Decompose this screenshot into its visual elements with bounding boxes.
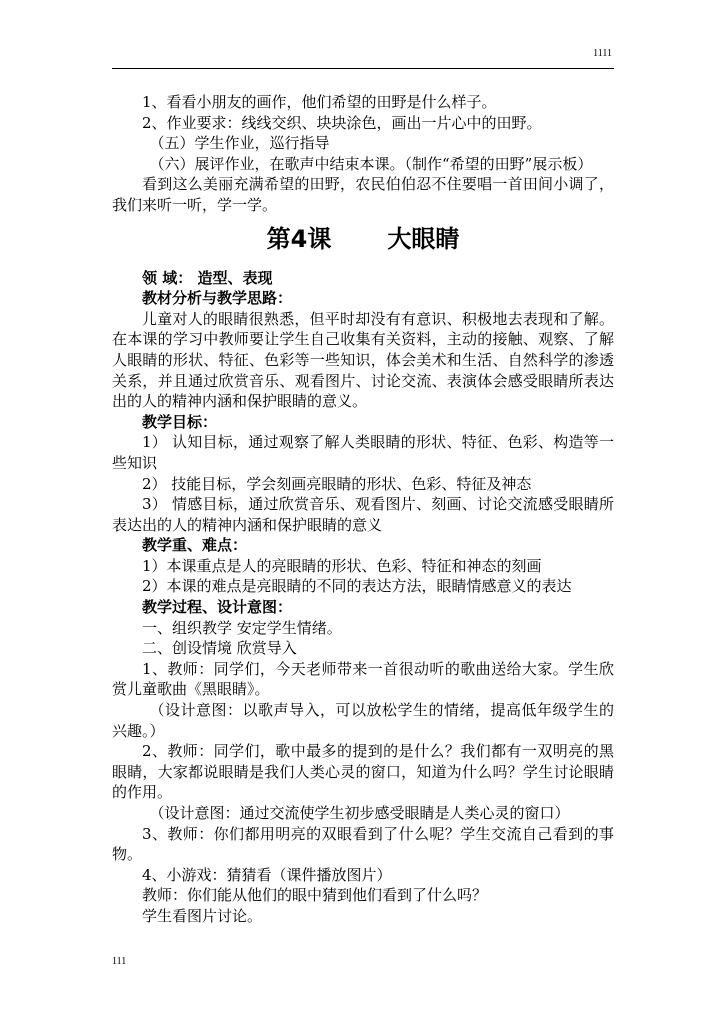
- body-paragraph: （设计意图：以歌声导入，可以放松学生的情绪，提高低年级学生的兴趣。）: [112, 701, 614, 740]
- body-paragraph: 1） 认知目标，通过观察了解人类眼睛的形状、特征、色彩、构造等一些知识: [112, 433, 614, 472]
- body-paragraph: 3、教师：你们都用明亮的双眼看到了什么呢？学生交流自己看到的事物。: [112, 824, 614, 864]
- section-heading: 教学重、难点：: [142, 536, 248, 555]
- header-divider: [112, 68, 614, 69]
- body-paragraph: 2、教师：同学们，歌中最多的提到的是什么？我们都有一双明亮的黑眼睛，大家都说眼睛是我们人类心灵的窗口，知道为什么吗？学生讨论眼睛的作用。: [112, 742, 614, 802]
- lesson-number: 第4课: [266, 224, 332, 253]
- body-paragraph: 二、创设情境 欣赏导入: [142, 639, 297, 658]
- body-paragraph: 4、小游戏：猜猜看（课件播放图片）: [142, 865, 392, 884]
- field-heading: 领 域： 造型、表现: [142, 268, 273, 287]
- section-heading: 教学过程、设计意图：: [142, 598, 293, 617]
- body-paragraph: 2）本课的难点是亮眼睛的不同的表达方法，眼睛情感意义的表达: [142, 577, 572, 596]
- intro-paragraph: 2、作业要求：线线交织、块块涂色，画出一片心中的田野。: [142, 113, 542, 132]
- body-paragraph: 3） 情感目标，通过欣赏音乐、观看图片、刻画、讨论交流感受眼睛所表达出的人的精神内涵和保护眼睛的意义: [112, 495, 614, 534]
- footer-page-number: 111: [112, 956, 127, 967]
- intro-paragraph: （五）学生作业，巡行指导: [149, 134, 330, 153]
- intro-paragraph: 看到这么美丽充满希望的田野，农民伯伯忍不住要唱一首田间小调了，我们来听一听，学一学。: [112, 175, 614, 214]
- body-paragraph: 1、教师：同学们，今天老师带来一首很动听的歌曲送给大家。学生欣赏儿童歌曲《黑眼睛》。: [112, 659, 614, 699]
- lesson-title: [112, 219, 614, 259]
- document-body: [112, 92, 614, 927]
- body-paragraph: （设计意图：通过交流使学生初步感受眼睛是人类心灵的窗口）: [149, 804, 570, 822]
- intro-paragraph: （六）展评作业，在歌声中结束本课。（制作“希望的田野”展示板）: [149, 154, 593, 173]
- body-paragraph: 教师：你们能从他们的眼中猜到他们看到了什么吗？: [142, 886, 488, 905]
- body-paragraph: 1）本课重点是人的亮眼睛的形状、色彩、特征和神态的刻画: [142, 556, 542, 575]
- intro-paragraph: 1、看看小朋友的画作，他们希望的田野是什么样子。: [142, 93, 497, 111]
- header-page-number: 1111: [593, 48, 612, 59]
- body-paragraph: 学生看图片讨论。: [142, 906, 263, 925]
- section-heading: 教材分析与教学思路：: [142, 289, 293, 308]
- body-paragraph: 2） 技能目标，学会刻画亮眼睛的形状、色彩、特征及神态: [142, 474, 532, 493]
- lesson-name: 大眼睛: [387, 224, 460, 253]
- section-heading: 教学目标：: [142, 412, 218, 431]
- body-paragraph: 一、组织教学 安定学生情绪。: [142, 618, 342, 637]
- body-paragraph: 儿童对人的眼睛很熟悉，但平时却没有有意识、积极地去表现和了解。在本课的学习中教师要让学生自己收集有关资料，主动的接触、观察、了解人眼睛的形状、特征、色彩等一些知识，体会美术和生活、自然科学的渗透关系，并且通过欣赏音乐、观看图片、讨论交流、表演体会感受眼睛所表达出的人的精神内涵和保护眼睛的意义。: [112, 309, 614, 411]
